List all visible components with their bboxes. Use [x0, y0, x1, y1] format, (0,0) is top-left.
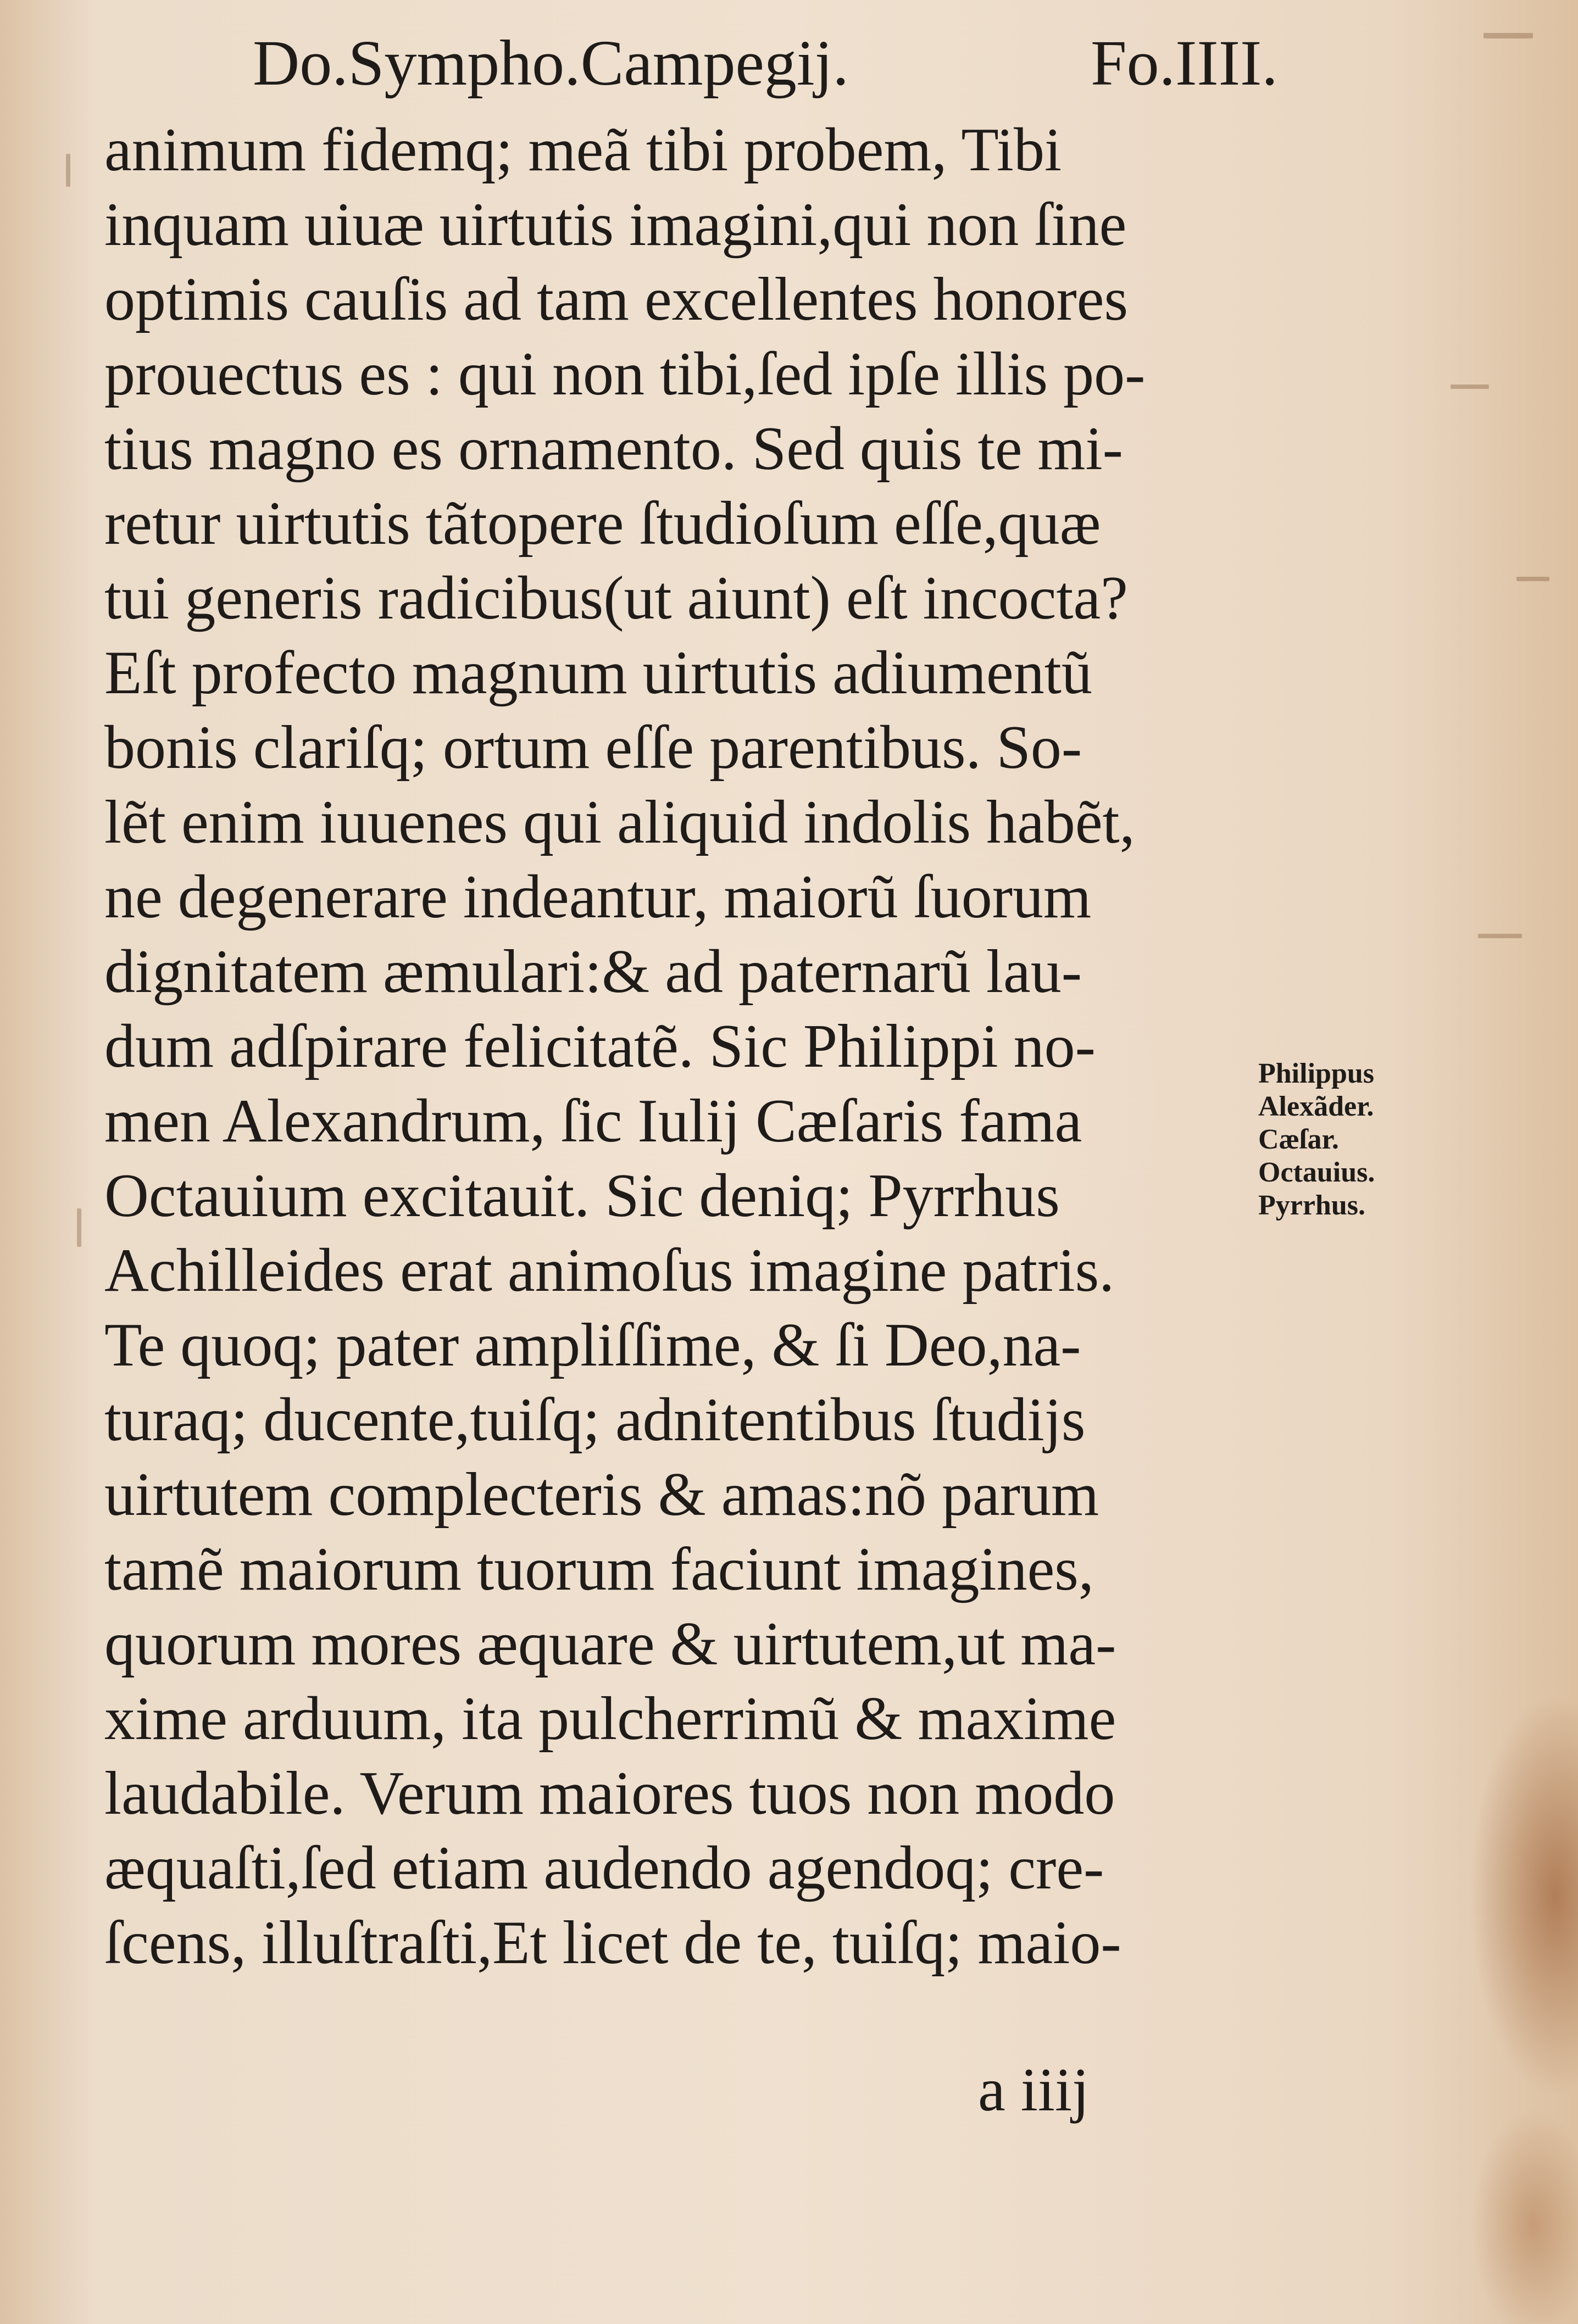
- text-line: ſcens, illuſtraſti,Et licet de te, tuiſq; maio-: [104, 1909, 1121, 1977]
- text-line: Te quoq; pater ampliſſime, & ſi Deo,na-: [104, 1311, 1081, 1379]
- marginal-note: Cæſar.: [1258, 1124, 1339, 1155]
- edge-stain: [77, 1208, 81, 1247]
- text-line: turaq; ducente,tuiſq; adnitentibus ſtudijs: [104, 1386, 1086, 1454]
- text-line: dum adſpirare felicitatẽ. Sic Philippi no-: [104, 1012, 1096, 1080]
- text-line: Achilleides erat animoſus imagine patris.: [104, 1236, 1115, 1305]
- text-line: Eſt profecto magnum uirtutis adiumentũ: [104, 639, 1092, 707]
- signature-mark: a iiij: [978, 2056, 1090, 2124]
- text-line: bonis clariſq; ortum eſſe parentibus. So-: [104, 714, 1082, 782]
- text-line: æquaſti,ſed etiam audendo agendoq; cre-: [104, 1834, 1104, 1902]
- marginal-note: Philippus: [1258, 1058, 1375, 1089]
- edge-stain: [1478, 934, 1522, 938]
- marginal-note: Alexãder.: [1258, 1091, 1374, 1122]
- text-line: tamẽ maiorum tuorum faciunt imagines,: [104, 1535, 1094, 1603]
- text-line: men Alexandrum, ſic Iulij Cæſaris fama: [104, 1087, 1082, 1155]
- text-line: prouectus es : qui non tibi,ſed ipſe illis po-: [104, 340, 1146, 408]
- text-line: tius magno es ornamento. Sed quis te mi-: [104, 415, 1123, 483]
- folio-number: Fo.IIII.: [1091, 27, 1278, 99]
- text-line: tui generis radicibus(ut aiunt) eſt incocta?: [104, 564, 1128, 632]
- text-line: inquam uiuæ uirtutis imagini,qui non ſine: [104, 191, 1127, 259]
- text-line: optimis cauſis ad tam excellentes honores: [104, 265, 1129, 333]
- edge-stain: [66, 154, 70, 187]
- text-line: quorum mores æquare & uirtutem,ut ma-: [104, 1610, 1116, 1678]
- running-head: [0, 22, 1578, 104]
- text-line: ne degenerare indeantur, maiorũ ſuorum: [104, 863, 1092, 931]
- text-line: animum fidemq; meã tibi probem, Tibi: [104, 116, 1062, 184]
- marginal-note: Octauius.: [1258, 1157, 1375, 1188]
- text-line: Octauium excitauit. Sic deniq; Pyrrhus: [104, 1162, 1060, 1230]
- body-text: [104, 113, 1269, 1980]
- marginal-notes: [1258, 1057, 1456, 1222]
- text-line: laudabile. Verum maiores tuos non modo: [104, 1759, 1115, 1827]
- running-title: Do.Sympho.Campegij.: [253, 27, 849, 99]
- text-line: retur uirtutis tãtopere ſtudioſum eſſe,quæ: [104, 489, 1101, 558]
- text-line: lẽt enim iuuenes qui aliquid indolis habẽt,: [104, 788, 1135, 856]
- text-line: dignitatem æmulari:& ad paternarũ lau-: [104, 938, 1082, 1006]
- edge-stain: [1516, 577, 1549, 581]
- text-line: uirtutem complecteris & amas:nõ parum: [104, 1461, 1099, 1529]
- edge-stain: [1451, 384, 1489, 389]
- text-line: xime arduum, ita pulcherrimũ & maxime: [104, 1685, 1116, 1753]
- marginal-note: Pyrrhus.: [1258, 1190, 1365, 1221]
